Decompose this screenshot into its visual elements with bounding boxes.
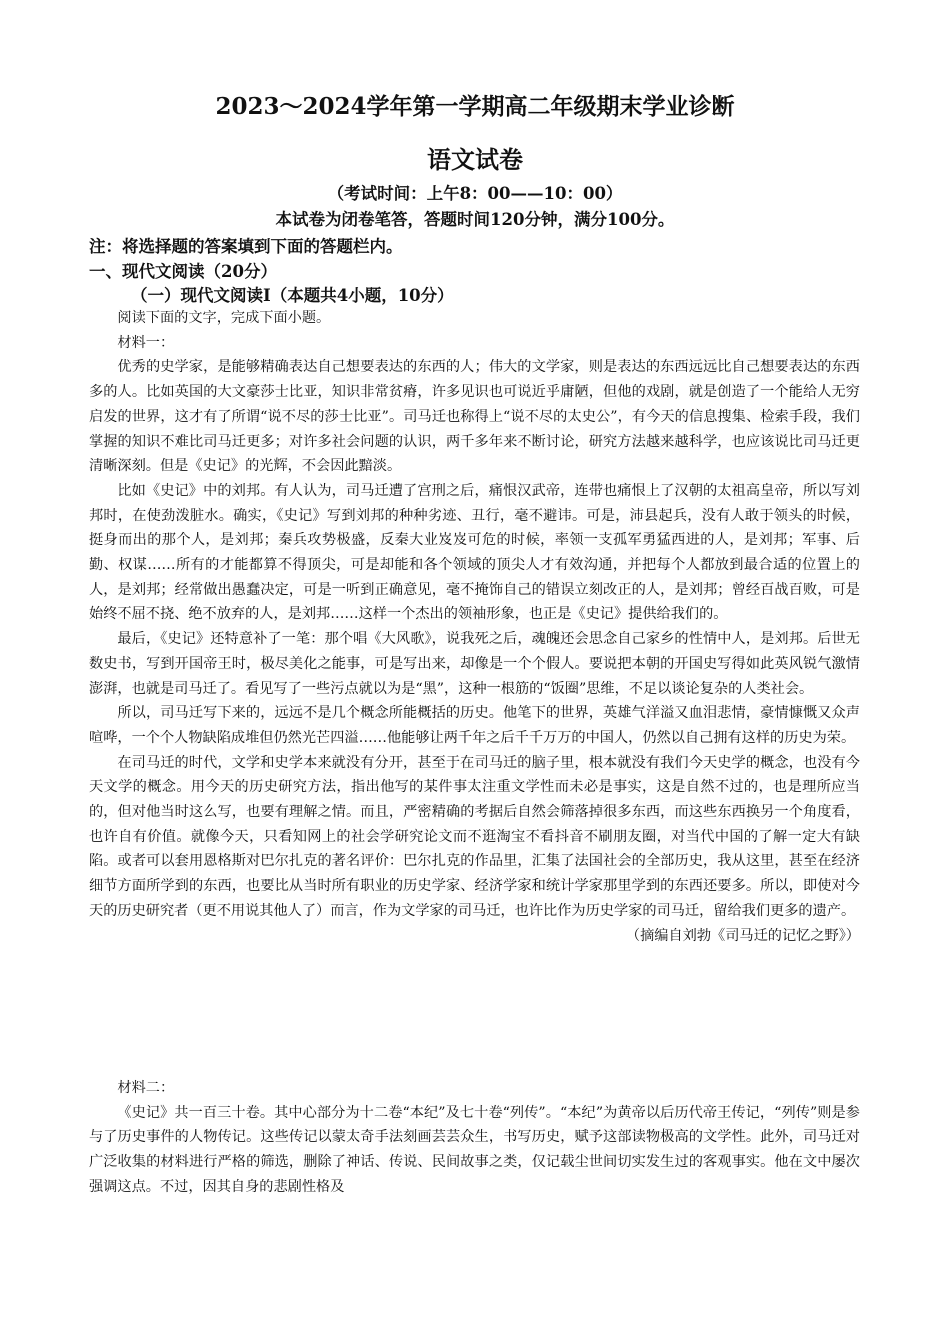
paragraph: 在司马迁的时代，文学和史学本来就没有分开，甚至于在司马迁的脑子里，根本就没有我们今天史学的概念，也没有今天文学的概念。用今天的历史研究方法，指出他写的某件事太注重文学性而未必是事实，这是自然不过的，也是理所应当的，但对他当时这么写，也要有理解之情。而且，严密精确的考据后自然会筛落掉很多东西，而这些东西换另一个角度看，也许自有价值。就像今天，只看知网上的社会学研究论文而不逛淘宝不看抖音不刷朋友圈，对当代中国的了解一定大有缺陷。或者可以套用恩格斯对巴尔扎克的著名评价：巴尔扎克的作品里，汇集了法国社会的全部历史，我从这里，甚至在经济细节方面所学到的东西，也要比从当时所有职业的历史学家、经济学家和统计学家那里学到的东西还要多。所以，即使对今天的历史研究者（更不用说其他人了）而言，作为文学家的司马迁，也许比作为历史学家的司马迁，留给我们更多的遗产。 bbox=[89, 754, 860, 919]
subsection-heading: （一）现代文阅读Ⅰ（本题共4小题，10分） bbox=[131, 286, 454, 305]
reading-directive: 阅读下面的文字，完成下面小题。 bbox=[117, 310, 331, 326]
material-two-label: 材料二： bbox=[117, 1080, 175, 1096]
exam-instructions: 本试卷为闭卷笔答，答题时间120分钟，满分100分。 bbox=[275, 210, 675, 229]
answer-note: 注：将选择题的答案填到下面的答题栏内。 bbox=[89, 237, 403, 256]
material-two-block bbox=[89, 1076, 860, 1200]
exam-time: （考试时间：上午8：00——10：00） bbox=[327, 184, 623, 203]
paragraph: 优秀的史学家，是能够精确表达自己想要表达的东西的人；伟大的文学家，则是表达的东西远远比自己想要表达的东西多的人。比如英国的大文豪莎士比亚，知识非常贫瘠，许多见识也可说近乎庸陋，但他的戏剧，就是创造了一个能给人无穷启发的世界，这才有了所谓“说不尽的莎士比亚”。司马迁也称得上“说不尽的太史公”，有今天的信息搜集、检索手段，我们掌握的知识不难比司马迁更多；对许多社会问题的认识，两千多年来不断讨论，研究方法越来越科学，也应该说比司马迁更清晰深刻。但是《史记》的光辉，不会因此黯淡。 bbox=[89, 359, 860, 475]
material-one-block bbox=[89, 306, 860, 948]
paragraph: 比如《史记》中的刘邦。有人认为，司马迁遭了宫刑之后，痛恨汉武帝，连带也痛恨上了汉朝的太祖高皇帝，所以写刘邦时，在使劲泼脏水。确实，《史记》写到刘邦的种种劣迹、丑行，毫不避讳。可是，沛县起兵，没有人敢于领头的时候，挺身而出的那个人，是刘邦；秦兵攻势极盛，反秦大业岌岌可危的时候，率领一支孤军勇猛西进的人，是刘邦；军事、后勤、权谋……所有的才能都算不得顶尖，可是却能和各个领域的顶尖人才有效沟通，并把每个人都放到最合适的位置上的人，是刘邦；经常做出愚蠢决定，可是一听到正确意见，毫不掩饰自己的错误立刻改正的人，是刘邦；曾经百战百败，可是始终不屈不挠、绝不放弃的人，是刘邦……这样一个杰出的领袖形象，也正是《史记》提供给我们的。 bbox=[89, 482, 860, 623]
paragraph: 《史记》共一百三十卷。其中心部分为十二卷“本纪”及七十卷“列传”。“本纪”为黄帝以后历代帝王传记，“列传”则是参与了历史事件的人物传记。这些传记以蒙太奇手法刻画芸芸众生，书写历史，赋予这部读物极高的文学性。此外，司马迁对广泛收集的材料进行严格的筛选，删除了神话、传说、民间故事之类，仅记载尘世间切实发生过的客观事实。他在文中屡次强调这点。不过，因其自身的悲剧性格及 bbox=[89, 1104, 860, 1195]
exam-title: 2023～2024学年第一学期高二年级期末学业诊断 bbox=[215, 93, 735, 120]
material-one-source: （摘编自刘勃《司马迁的记忆之野》） bbox=[625, 927, 860, 944]
paragraph: 所以，司马迁写下来的，远远不是几个概念所能概括的历史。他笔下的世界，英雄气洋溢又血泪悲情，豪情慷慨又众声喧哗，一个个人物缺陷成堆但仍然光芒四溢……他能够让两千年之后千千万万的中国人，仍然以自己拥有这样的历史为荣。 bbox=[89, 705, 860, 746]
material-one-label: 材料一： bbox=[117, 334, 175, 351]
section-heading: 一、现代文阅读（20分） bbox=[89, 262, 277, 281]
subject-title: 语文试卷 bbox=[427, 145, 523, 174]
paragraph: 最后，《史记》还特意补了一笔：那个唱《大风歌》，说我死之后，魂魄还会思念自己家乡的性情中人，是刘邦。后世无数史书，写到开国帝王时，极尽美化之能事，可是写出来，却像是一个个假人。要说把本朝的开国史写得如此英风锐气激情澎湃，也就是司马迁了。看见写了一些污点就以为是“黑”，这种一根筋的“饭圈”思维，不足以谈论复杂的人类社会。 bbox=[89, 631, 860, 697]
